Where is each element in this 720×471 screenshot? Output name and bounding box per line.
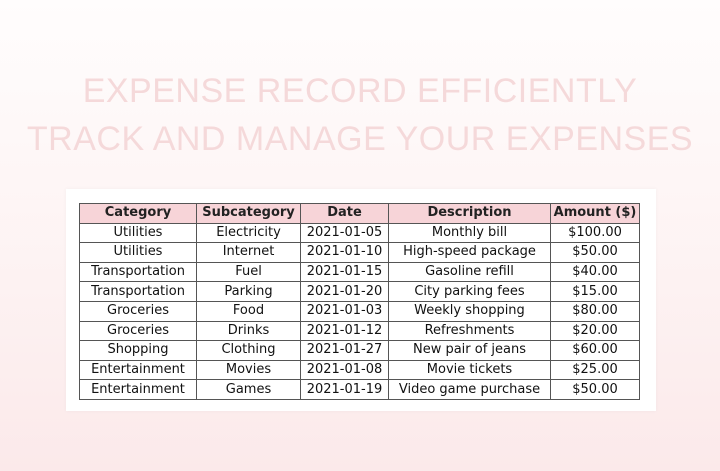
table-row [80, 321, 640, 341]
cell-description: Gasoline refill [389, 262, 551, 282]
expense-table [79, 203, 640, 400]
cell-subcategory: Electricity [197, 223, 301, 243]
cell-amount: $50.00 [551, 243, 640, 263]
table-row [80, 341, 640, 361]
cell-description: City parking fees [389, 282, 551, 302]
cell-subcategory: Games [197, 380, 301, 400]
cell-date: 2021-01-08 [301, 360, 389, 380]
cell-description: Refreshments [389, 321, 551, 341]
header-date: Date [301, 204, 389, 224]
cell-subcategory: Internet [197, 243, 301, 263]
table-row [80, 282, 640, 302]
cell-date: 2021-01-05 [301, 223, 389, 243]
title-line-1: EXPENSE RECORD EFFICIENTLY [82, 72, 638, 110]
cell-subcategory: Fuel [197, 262, 301, 282]
cell-subcategory: Clothing [197, 341, 301, 361]
table-header-row [80, 204, 640, 224]
cell-subcategory: Drinks [197, 321, 301, 341]
cell-category: Utilities [80, 223, 197, 243]
cell-category: Utilities [80, 243, 197, 263]
cell-date: 2021-01-10 [301, 243, 389, 263]
cell-date: 2021-01-27 [301, 341, 389, 361]
table-row [80, 380, 640, 400]
header-category: Category [80, 204, 197, 224]
cell-description: Weekly shopping [389, 301, 551, 321]
cell-category: Transportation [80, 282, 197, 302]
header-description: Description [389, 204, 551, 224]
cell-description: Movie tickets [389, 360, 551, 380]
cell-amount: $40.00 [551, 262, 640, 282]
cell-date: 2021-01-20 [301, 282, 389, 302]
cell-subcategory: Parking [197, 282, 301, 302]
cell-description: Video game purchase [389, 380, 551, 400]
cell-category: Entertainment [80, 380, 197, 400]
cell-description: High-speed package [389, 243, 551, 263]
cell-amount: $15.00 [551, 282, 640, 302]
header-subcategory: Subcategory [197, 204, 301, 224]
cell-date: 2021-01-12 [301, 321, 389, 341]
cell-subcategory: Food [197, 301, 301, 321]
table-row [80, 301, 640, 321]
cell-amount: $60.00 [551, 341, 640, 361]
table-row [80, 360, 640, 380]
cell-amount: $80.00 [551, 301, 640, 321]
cell-category: Entertainment [80, 360, 197, 380]
cell-description: New pair of jeans [389, 341, 551, 361]
cell-description: Monthly bill [389, 223, 551, 243]
cell-amount: $50.00 [551, 380, 640, 400]
cell-amount: $20.00 [551, 321, 640, 341]
header-amount: Amount ($) [551, 204, 640, 224]
table-row [80, 262, 640, 282]
cell-category: Groceries [80, 321, 197, 341]
cell-category: Groceries [80, 301, 197, 321]
title-line-2: TRACK AND MANAGE YOUR EXPENSES [26, 120, 694, 158]
cell-date: 2021-01-19 [301, 380, 389, 400]
cell-subcategory: Movies [197, 360, 301, 380]
table-row [80, 243, 640, 263]
cell-date: 2021-01-15 [301, 262, 389, 282]
table-row [80, 223, 640, 243]
cell-category: Shopping [80, 341, 197, 361]
cell-amount: $25.00 [551, 360, 640, 380]
cell-amount: $100.00 [551, 223, 640, 243]
cell-category: Transportation [80, 262, 197, 282]
cell-date: 2021-01-03 [301, 301, 389, 321]
